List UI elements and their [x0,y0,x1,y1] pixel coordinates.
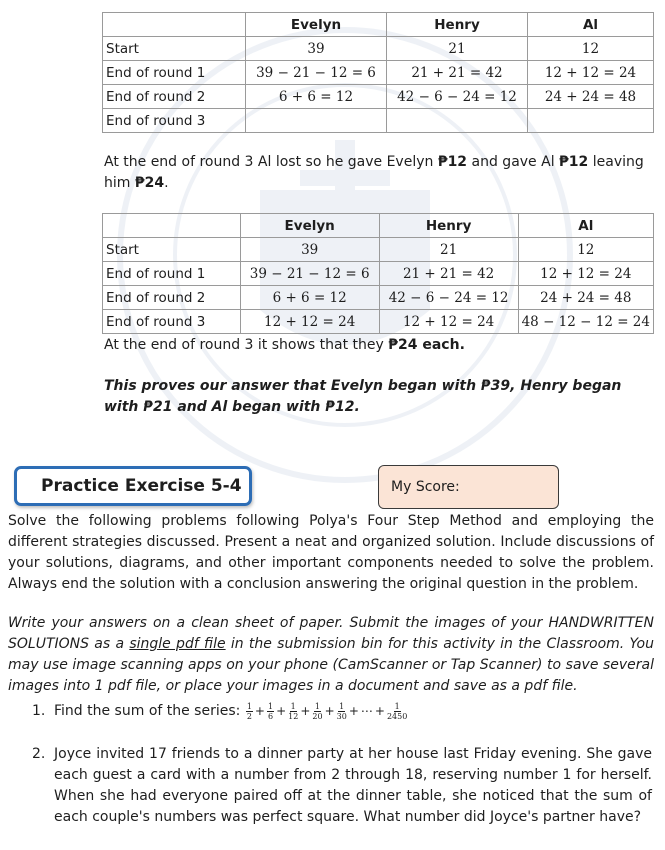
single-pdf-underlined: single pdf file [129,636,226,652]
round3-text-pre: At the end of round 3 Al lost so he gave Evelyn [104,154,438,170]
problem-number: 2. [32,746,46,762]
table-cell: 42 − 6 − 24 = 12 [387,85,528,109]
ellipsis: ⋯ [360,704,373,718]
table-cell: 12 + 12 = 24 [240,310,379,334]
after-table-text: At the end of round 3 it shows that they [104,337,389,353]
table-row [103,61,654,85]
table-header-cell: Al [528,13,654,37]
table-row [103,286,654,310]
proof-statement: This proves our answer that Evelyn began with ₱39, Henry began with ₱21 and Al began with ₱12. [104,378,622,415]
table-cell [387,109,528,133]
table-cell: 39 [246,37,387,61]
fraction: $\frac{1}{2450}$ [386,701,408,721]
table-cell: 6 + 6 = 12 [246,85,387,109]
table-cell: 12 + 12 = 24 [518,262,653,286]
fraction: $\frac{1}{30}$ [336,701,347,721]
table-row [103,310,654,334]
table-cell: 12 [518,238,653,262]
table-row [103,85,654,109]
amount-bold: ₱12 [437,154,468,170]
submission-text-1: Write your answers on a clean sheet of paper. Submit the images of your HANDWRITTEN SOLUTIONS as a [8,615,654,652]
row-label: End of round 1 [103,262,241,286]
table-cell: 39 [240,238,379,262]
table-row [103,238,654,262]
series-expression: $\frac{1}{2}$ + $\frac{1}{6}$ + $\frac{1}{12}$ + $\frac{1}{20}$ + $\frac{1}{30}$ + ⋯ + $\frac{1}{2450}$ [246,701,408,721]
table-cell: 21 + 21 = 42 [387,61,528,85]
table-header-cell [103,214,241,238]
instructions-paragraph: Solve the following problems following Polya's Four Step Method and employing the different strategies discussed. Present a neat and organized solution. Include discussions of your solutions, diagrams, and other important components needed to solve the problem. Always end the solution with a conclusion answering the original question in the problem. [8,513,654,592]
table-cell: 24 + 24 = 48 [528,85,654,109]
table-cell: 42 − 6 − 24 = 12 [379,286,518,310]
after-table-paragraph [104,335,656,356]
problem-text: Joyce invited 17 friends to a dinner party at her house last Friday evening. She gave each guest a card with a number from 2 through 18, reserving number 1 for herself. When she had everyone paired off at the dinner table, she noticed that the sum of each couple's numbers was perfect square. What number did Joyce's partner have? [54,746,652,825]
table-cell: 21 [379,238,518,262]
submission-instructions [8,613,654,697]
table-header-cell: Henry [387,13,528,37]
table-cell: 48 − 12 − 12 = 24 [518,310,653,334]
row-label: End of round 1 [103,61,246,85]
practice-title-text: Practice Exercise 5-4 [41,476,242,496]
table-row [103,262,654,286]
table-cell: 39 − 21 − 12 = 6 [240,262,379,286]
problem-number: 1. [32,703,46,719]
table-header-row [103,13,654,37]
table-header-cell [103,13,246,37]
table-cell: 6 + 6 = 12 [240,286,379,310]
problem-2 [32,744,652,828]
score-box [378,465,559,509]
fraction: $\frac{1}{12}$ [288,701,299,721]
row-label: End of round 3 [103,310,241,334]
table-cell: 12 + 12 = 24 [379,310,518,334]
score-table-2 [102,213,654,334]
table-header-cell: Evelyn [246,13,387,37]
table-row [103,37,654,61]
table-header-cell: Henry [379,214,518,238]
practice-exercise-title [14,466,252,506]
table-cell: 39 − 21 − 12 = 6 [246,61,387,85]
row-label: Start [103,37,246,61]
table-row [103,109,654,133]
table-cell: 24 + 24 = 48 [518,286,653,310]
row-label: End of round 2 [103,286,241,310]
table-header-cell: Al [518,214,653,238]
row-label: End of round 3 [103,109,246,133]
round3-text-post: leaving him [104,154,644,191]
table-cell: 21 + 21 = 42 [379,262,518,286]
fraction: $\frac{1}{20}$ [312,701,323,721]
problem-1 [32,698,652,724]
table-header-row [103,214,654,238]
table-cell: 12 [528,37,654,61]
table-cell: 12 + 12 = 24 [528,61,654,85]
amount-bold: ₱24 [134,175,165,191]
submission-text-2: in the submission bin for this activity in the Classroom. You may use image scanning apps on your phone (CamScanner or Tap Scanner) to save several images into 1 pdf file, or place your images in a document and save as a pdf file. [8,636,654,694]
fraction: $\frac{1}{2}$ [246,701,252,721]
problem-text: Find the sum of the series: [54,703,245,719]
after-table-bold: ₱24 each. [388,337,465,353]
fraction: $\frac{1}{6}$ [267,701,274,721]
round3-text-end: . [164,175,169,191]
table-header-cell: Evelyn [240,214,379,238]
table-cell: 21 [387,37,528,61]
table-cell [246,109,387,133]
amount-bold: ₱12 [559,154,589,170]
round3-paragraph [104,152,656,194]
table-cell [528,109,654,133]
score-table-1 [102,12,654,133]
score-label: My Score: [391,479,460,495]
round3-text-mid: and gave Al [467,154,560,170]
row-label: End of round 2 [103,85,246,109]
row-label: Start [103,238,241,262]
